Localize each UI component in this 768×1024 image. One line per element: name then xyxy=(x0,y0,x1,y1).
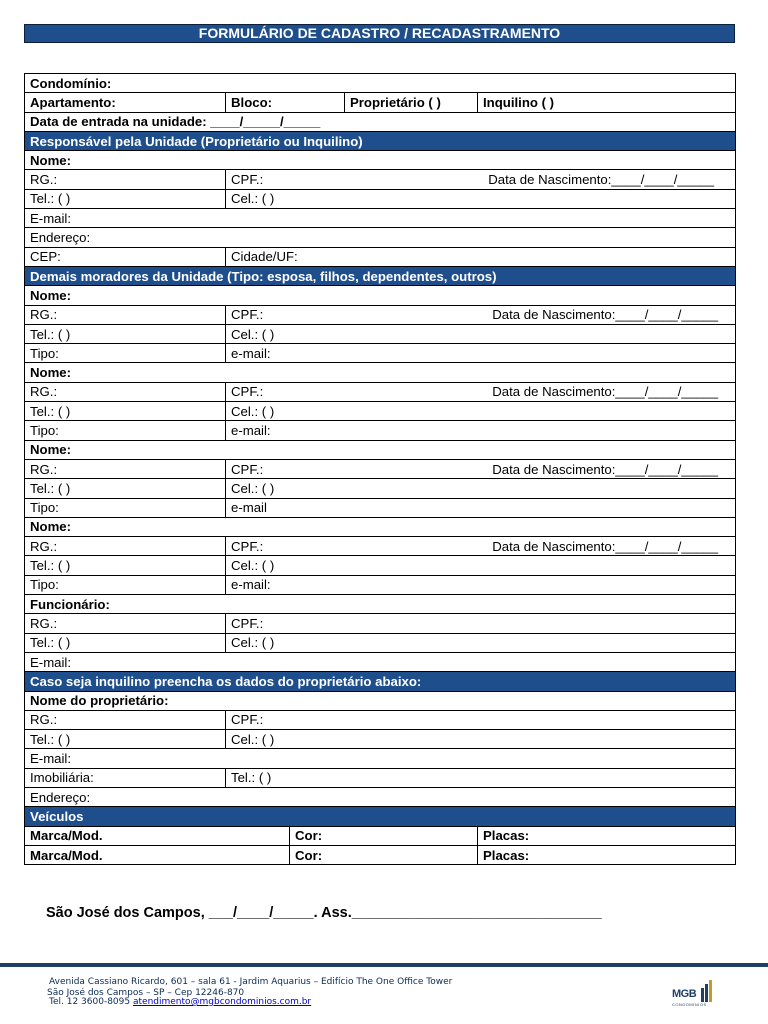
responsavel-cidade-field[interactable]: Cidade/UF: xyxy=(226,247,736,266)
section-header-moradores: Demais moradores da Unidade (Tipo: esposa, filhos, dependentes, outros) xyxy=(25,266,736,285)
morador-cpf-dob-field[interactable] xyxy=(226,382,736,401)
morador-tipo-field[interactable]: Tipo: xyxy=(25,575,226,594)
responsavel-cep-field[interactable]: CEP: xyxy=(25,247,226,266)
footer-email-link[interactable]: atendimento@mgbcondominios.com.br xyxy=(132,997,312,1007)
dob-label: Data de Nascimento:____/____/_____ xyxy=(492,307,719,323)
funcionario-email-field[interactable]: E-mail: xyxy=(25,652,736,671)
veiculo-cor-field[interactable]: Cor: xyxy=(290,845,478,864)
cpf-label: CPF.: xyxy=(231,307,264,323)
morador-cel-field[interactable]: Cel.: ( ) xyxy=(226,556,736,575)
veiculo-placas-field[interactable]: Placas: xyxy=(478,845,736,864)
morador-email-field[interactable]: e-mail: xyxy=(226,344,736,363)
imobiliaria-field[interactable]: Imobiliária: xyxy=(25,768,226,787)
condominio-field[interactable]: Condomínio: xyxy=(25,74,736,93)
funcionario-rg-field[interactable]: RG.: xyxy=(25,614,226,633)
morador-rg-field[interactable]: RG.: xyxy=(25,305,226,324)
imobiliaria-tel-field[interactable]: Tel.: ( ) xyxy=(226,768,736,787)
funcionario-cel-field[interactable]: Cel.: ( ) xyxy=(226,633,736,652)
bloco-field[interactable]: Bloco: xyxy=(226,93,345,112)
responsavel-cel-field[interactable]: Cel.: ( ) xyxy=(226,189,736,208)
proprietario-nome-field[interactable]: Nome do proprietário: xyxy=(25,691,736,710)
data-entrada-field[interactable]: Data de entrada na unidade: ____/_____/_____ xyxy=(25,112,736,131)
logo-text: MGB xyxy=(672,988,697,1000)
proprietario-rg-field[interactable]: RG.: xyxy=(25,710,226,729)
responsavel-endereco-field[interactable]: Endereço: xyxy=(25,228,736,247)
morador-email-field[interactable]: e-mail: xyxy=(226,575,736,594)
proprietario-cpf-field[interactable]: CPF.: xyxy=(226,710,736,729)
responsavel-nome-field[interactable]: Nome: xyxy=(25,151,736,170)
veiculo-marca-field[interactable]: Marca/Mod. xyxy=(25,826,290,845)
cpf-label: CPF.: xyxy=(231,461,264,477)
morador-tel-field[interactable]: Tel.: ( ) xyxy=(25,479,226,498)
responsavel-rg-field[interactable]: RG.: xyxy=(25,170,226,189)
mgb-logo xyxy=(670,980,720,1014)
dob-label: Data de Nascimento:____/____/_____ xyxy=(492,384,719,400)
form-title: FORMULÁRIO DE CADASTRO / RECADASTRAMENTO xyxy=(24,24,735,43)
morador-tel-field[interactable]: Tel.: ( ) xyxy=(25,402,226,421)
morador-tel-field[interactable]: Tel.: ( ) xyxy=(25,556,226,575)
morador-nome-field[interactable]: Nome: xyxy=(25,440,736,459)
dob-label: Data de Nascimento:____/____/_____ xyxy=(492,461,719,477)
morador-nome-field[interactable]: Nome: xyxy=(25,363,736,382)
footer-divider xyxy=(0,963,768,967)
morador-rg-field[interactable]: RG.: xyxy=(25,537,226,556)
footer-tel: Tel. 12 3600-8095 xyxy=(49,997,131,1007)
proprietario-checkbox[interactable]: Proprietário ( ) xyxy=(345,93,478,112)
morador-email-field[interactable]: e-mail xyxy=(226,498,736,517)
footer-city: São José dos Campos – SP – Cep 12246-870 xyxy=(47,988,245,998)
apartamento-field[interactable]: Apartamento: xyxy=(25,93,226,112)
section-header-veiculos: Veículos xyxy=(25,807,736,826)
morador-email-field[interactable]: e-mail: xyxy=(226,421,736,440)
responsavel-tel-field[interactable]: Tel.: ( ) xyxy=(25,189,226,208)
funcionario-tel-field[interactable]: Tel.: ( ) xyxy=(25,633,226,652)
morador-cel-field[interactable]: Cel.: ( ) xyxy=(226,324,736,343)
logo-subtext: CONDOMÍNIOS xyxy=(672,1002,707,1007)
morador-nome-field[interactable]: Nome: xyxy=(25,286,736,305)
section-header-proprietario: Caso seja inquilino preencha os dados do proprietário abaixo: xyxy=(25,672,736,691)
proprietario-email-field[interactable]: E-mail: xyxy=(25,749,736,768)
dob-label: Data de Nascimento:____/____/_____ xyxy=(488,172,715,188)
morador-cpf-dob-field[interactable] xyxy=(226,305,736,324)
veiculo-cor-field[interactable]: Cor: xyxy=(290,826,478,845)
cpf-label: CPF.: xyxy=(231,384,264,400)
inquilino-checkbox[interactable]: Inquilino ( ) xyxy=(478,93,736,112)
proprietario-endereco-field[interactable]: Endereço: xyxy=(25,787,736,806)
registration-form-table xyxy=(24,73,736,865)
section-header-responsavel: Responsável pela Unidade (Proprietário ou Inquilino) xyxy=(25,131,736,150)
morador-cel-field[interactable]: Cel.: ( ) xyxy=(226,402,736,421)
morador-tipo-field[interactable]: Tipo: xyxy=(25,498,226,517)
veiculo-placas-field[interactable]: Placas: xyxy=(478,826,736,845)
funcionario-field[interactable]: Funcionário: xyxy=(25,595,736,614)
morador-tipo-field[interactable]: Tipo: xyxy=(25,421,226,440)
morador-cpf-dob-field[interactable] xyxy=(226,537,736,556)
morador-tipo-field[interactable]: Tipo: xyxy=(25,344,226,363)
proprietario-tel-field[interactable]: Tel.: ( ) xyxy=(25,730,226,749)
morador-rg-field[interactable]: RG.: xyxy=(25,382,226,401)
building-icon xyxy=(700,980,714,1002)
veiculo-marca-field[interactable]: Marca/Mod. xyxy=(25,845,290,864)
proprietario-cel-field[interactable]: Cel.: ( ) xyxy=(226,730,736,749)
morador-cpf-dob-field[interactable] xyxy=(226,459,736,478)
responsavel-cpf-dob-field[interactable] xyxy=(226,170,736,189)
morador-rg-field[interactable]: RG.: xyxy=(25,459,226,478)
cpf-label: CPF.: xyxy=(231,172,264,188)
dob-label: Data de Nascimento:____/____/_____ xyxy=(492,538,719,554)
responsavel-email-field[interactable]: E-mail: xyxy=(25,209,736,228)
cpf-label: CPF.: xyxy=(231,538,264,554)
footer-contact xyxy=(49,997,311,1007)
morador-tel-field[interactable]: Tel.: ( ) xyxy=(25,324,226,343)
footer-address: Avenida Cassiano Ricardo, 601 – sala 61 - Jardim Aquarius – Edifício The One Office Tower xyxy=(49,977,453,987)
funcionario-cpf-field[interactable]: CPF.: xyxy=(226,614,736,633)
morador-nome-field[interactable]: Nome: xyxy=(25,517,736,536)
signature-line[interactable]: São José dos Campos, ___/____/_____. Ass._______________________________ xyxy=(46,905,602,921)
morador-cel-field[interactable]: Cel.: ( ) xyxy=(226,479,736,498)
